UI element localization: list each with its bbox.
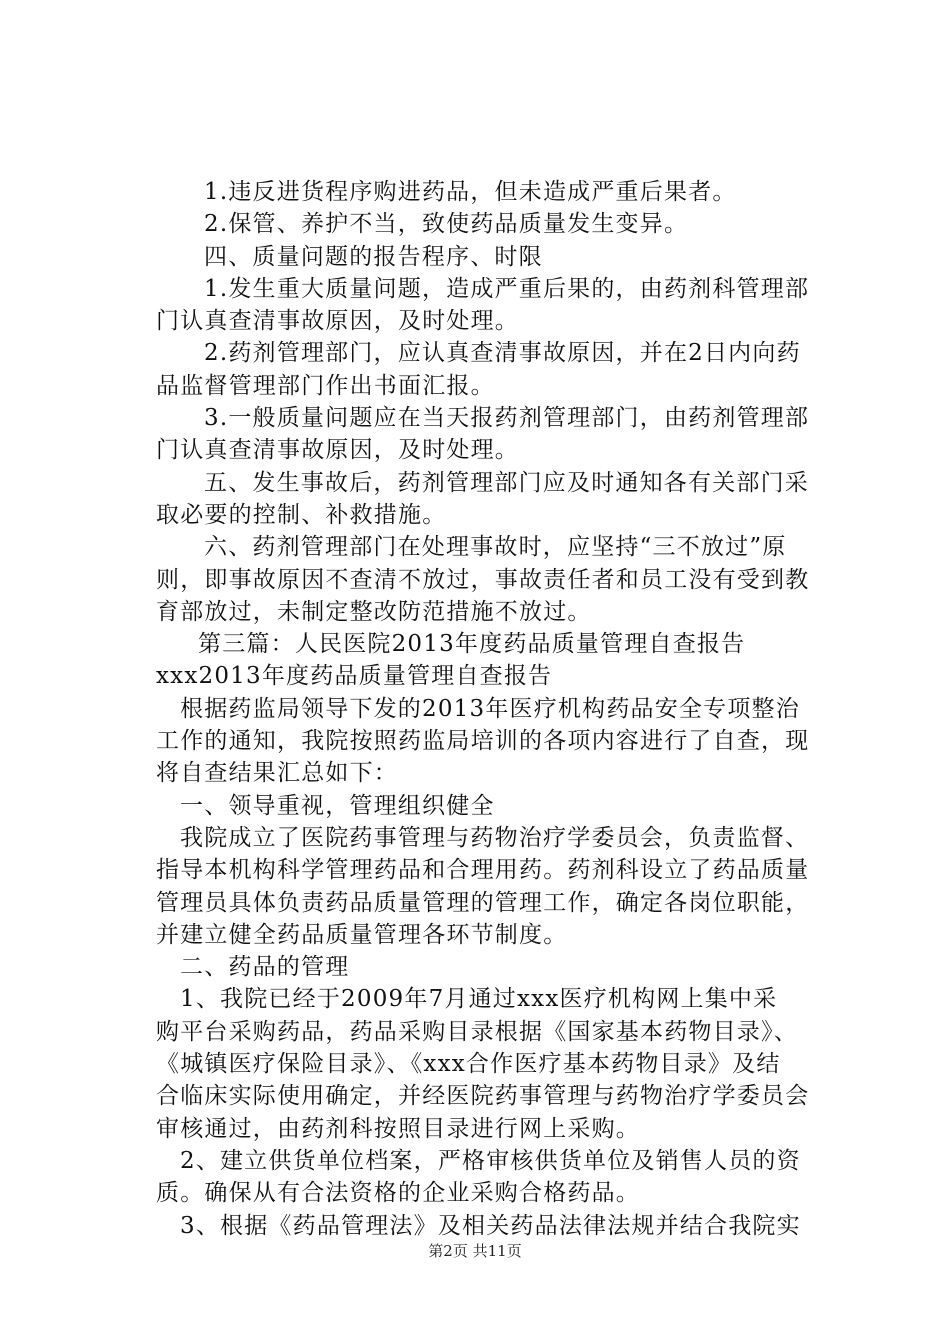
text-line: 我院成立了医院药事管理与药物治疗学委员会，负责监督、 [180,824,810,851]
text-line: 品监督管理部门作出书面汇报。 [156,372,495,399]
text-line: 并建立健全药品质量管理各环节制度。 [156,921,568,948]
text-line: 1.发生重大质量问题，造成严重后果的，由药剂科管理部 [204,275,810,302]
text-line: 《城镇医疗保险目录》、《xxx合作医疗基本药物目录》及结 [156,1051,781,1078]
text-line: 管理员具体负责药品质量管理的管理工作，确定各岗位职能， [156,889,810,916]
text-line: 审核通过，由药剂科按照目录进行网上采购。 [156,1115,640,1142]
page-number-footer: 第2页 共11页 [428,1242,522,1260]
text-line: 1.违反进货程序购进药品，但未造成严重后果者。 [204,179,737,205]
text-line: 门认真查清事故原因，及时处理。 [156,308,519,335]
text-line: 2、建立供货单位档案，严格审核供货单位及销售人员的资 [180,1147,801,1174]
text-line: 1、我院已经于2009年7月通过xxx医疗机构网上集中采 [180,986,778,1013]
text-line: 2.药剂管理部门，应认真查清事故原因，并在2日内向药 [204,340,801,367]
text-line: 则，即事故原因不查清不放过，事故责任者和员工没有受到教 [156,566,810,593]
text-line: 2.保管、养护不当，致使药品质量发生变异。 [204,211,689,238]
section-heading: 四、质量问题的报告程序、时限 [204,243,543,270]
text-line: 3、根据《药品管理法》及相关药品法律法规并结合我院实 [180,1212,801,1239]
text-line: 工作的通知，我院按照药监局培训的各项内容进行了自查，现 [156,728,810,755]
document-body [156,176,830,1242]
text-line: 取必要的控制、补救措施。 [156,501,447,528]
text-line: 合临床实际使用确定，并经医院药事管理与药物治疗学委员会 [156,1083,810,1110]
text-line: 将自查结果汇总如下： [156,760,398,787]
text-line: 根据药监局领导下发的2013年医疗机构药品安全专项整治 [180,695,800,722]
section-heading: 二、药品的管理 [180,954,350,981]
section-heading: 五、发生事故后，药剂管理部门应及时通知各有关部门采 [204,469,809,496]
report-title: xxx2013年度药品质量管理自查报告 [156,663,553,690]
chapter-title: 第三篇：人民医院2013年度药品质量管理自查报告 [198,631,746,658]
text-line: 质。确保从有合法资格的企业采购合格药品。 [156,1180,640,1207]
text-line: 指导本机构科学管理药品和合理用药。药剂科设立了药品质量 [156,857,810,884]
text-line: 购平台采购药品，药品采购目录根据《国家基本药物目录》、 [156,1018,798,1045]
text-line: 育部放过，未制定整改防范措施不放过。 [156,598,592,625]
section-heading: 六、药剂管理部门在处理事故时，应坚持“三不放过”原 [204,534,787,561]
section-heading: 一、领导重视，管理组织健全 [180,792,495,819]
text-line: 门认真查清事故原因，及时处理。 [156,437,519,464]
text-line: 3.一般质量问题应在当天报药剂管理部门，由药剂管理部 [204,405,810,432]
